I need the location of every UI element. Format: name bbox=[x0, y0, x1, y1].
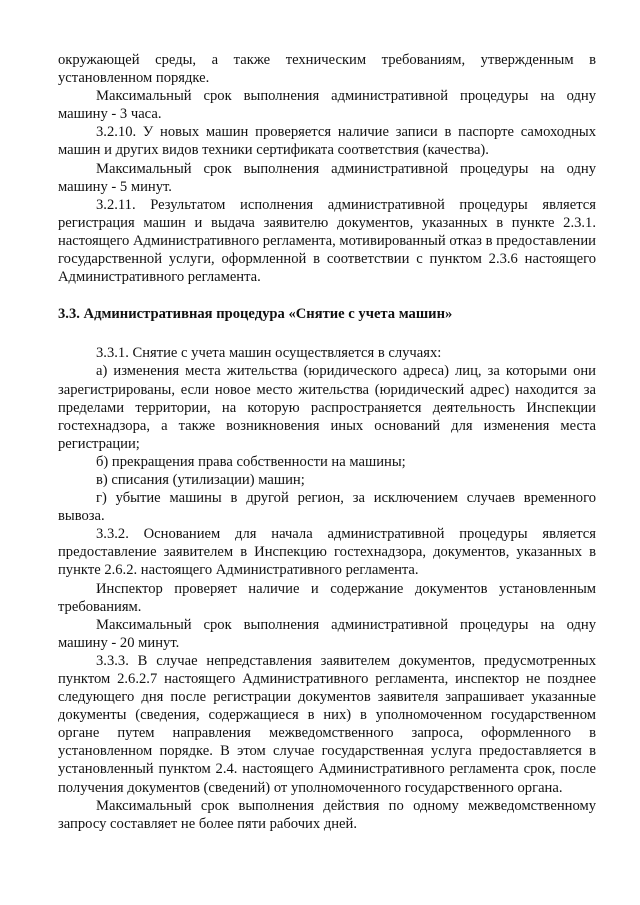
paragraph: Максимальный срок выполнения административной процедуры на одну машину - 3 часа. bbox=[58, 88, 596, 123]
paragraph: г) убытие машины в другой регион, за исключением случаев временного вывоза. bbox=[58, 490, 596, 525]
paragraphs-top bbox=[58, 51, 596, 286]
document-page bbox=[58, 51, 596, 833]
paragraph: б) прекращения права собственности на машины; bbox=[96, 453, 406, 470]
paragraph: Инспектор проверяет наличие и содержание документов установленным требованиям. bbox=[58, 580, 596, 615]
paragraph: а) изменения места жительства (юридического адреса) лиц, за которыми они зарегистрированы, если новое место жительства (юридический адрес) находится за пределами территории, на которую распространяется деятельность Инспекции гостехнадзора, а также возникновения иных оснований для изменения места регистрации; bbox=[58, 363, 596, 452]
section-heading: 3.3. Административная процедура «Снятие с учета машин» bbox=[58, 306, 453, 323]
paragraph: 3.3.1. Снятие с учета машин осуществляется в случаях: bbox=[96, 345, 442, 362]
paragraph: Максимальный срок выполнения действия по одному межведомственному запросу составляет не более пяти рабочих дней. bbox=[58, 797, 596, 832]
paragraph: 3.3.3. В случае непредставления заявителем документов, предусмотренных пунктом 2.6.2.7 настоящего Административного регламента, инспектор не позднее следующего дня после регистрации документов заявителя запрашивает указанные документы (сведения, содержащиеся в них) в уполномоченном государственном органе путем направления межведомственного запроса, оформленного в установленном порядке. В этом случае государственная услуга предоставляется в установленный пунктом 2.4. настоящего Административного регламента срок, после получения документов (сведений) от уполномоченного государственного органа. bbox=[58, 652, 596, 796]
paragraph: в) списания (утилизации) машин; bbox=[96, 471, 305, 488]
paragraph: 3.2.11. Результатом исполнения административной процедуры является регистрация машин и выдача заявителю документов, указанных в пункте 2.3.1. настоящего Административного регламента, мотивированный отказ в предоставлении государственной услуги, оформленной в соответствии с пунктом 2.3.6 настоящего Административного регламента. bbox=[58, 196, 596, 286]
paragraph: Максимальный срок выполнения административной процедуры на одну машину - 5 минут. bbox=[58, 160, 596, 195]
paragraphs-bottom bbox=[58, 344, 596, 833]
paragraph: 3.2.10. У новых машин проверяется наличие записи в паспорте самоходных машин и других видов техники сертификата соответствия (качества). bbox=[58, 124, 596, 159]
paragraph: Максимальный срок выполнения административной процедуры на одну машину - 20 минут. bbox=[58, 616, 596, 651]
paragraph: окружающей среды, а также техническим требованиям, утвержденным в установленном порядке. bbox=[58, 52, 596, 87]
paragraph: 3.3.2. Основанием для начала административной процедуры является предоставление заявителем в Инспекцию гостехнадзора, документов, указанных в пункте 2.6.2. настоящего Административного регламента. bbox=[58, 526, 596, 579]
